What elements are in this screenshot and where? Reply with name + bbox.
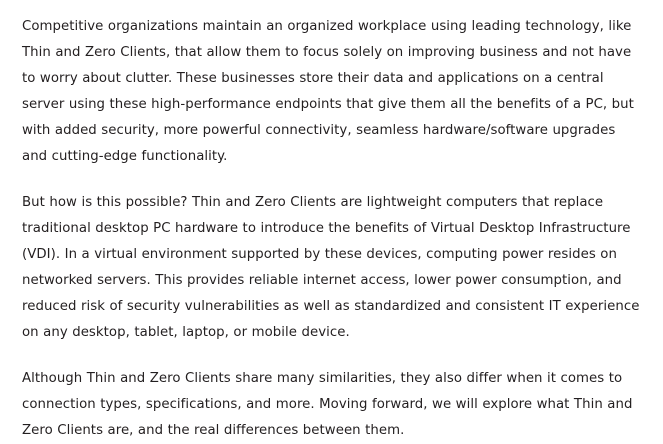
paragraph-3: Although Thin and Zero Clients share many similarities, they also differ when it comes to connection types, specifications, and more. Moving forward, we will explore what Thin and Zero Clients are, and the real differences between them.	[22, 371, 633, 438]
paragraph-2: But how is this possible? Thin and Zero Clients are lightweight computers that replace traditional desktop PC hardware to introduce the benefits of Virtual Desktop Infrastructure (VDI). In a virtual environment supported by these devices, computing power resides on networked servers. This provides reliable internet access, lower power consumption, and reduced risk of security vulnerabilities as well as standardized and consistent IT experience on any desktop, tablet, laptop, or mobile device.	[22, 195, 640, 340]
paragraph-1: Competitive organizations maintain an organized workplace using leading technology, like Thin and Zero Clients, that allow them to focus solely on improving business and not have to worry about clutter. These businesses store their data and applications on a central server using these high-performance endpoints that give them all the benefits of a PC, but with added security, more powerful connectivity, seamless hardware/software upgrades and cutting-edge functionality.	[22, 19, 634, 164]
article-body	[22, 14, 641, 444]
